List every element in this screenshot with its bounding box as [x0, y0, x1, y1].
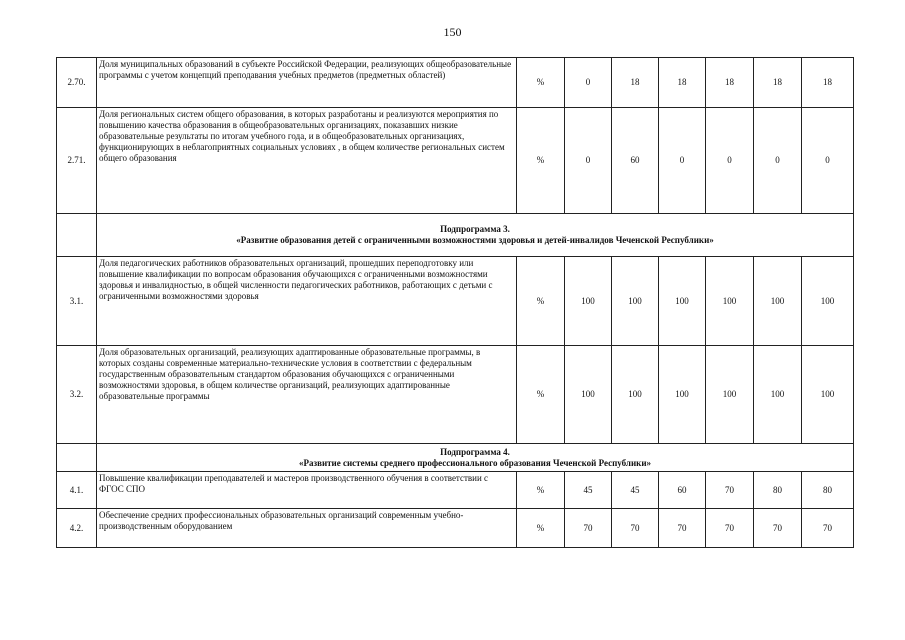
value-cell: 45: [612, 472, 659, 509]
row-number: 3.1.: [57, 257, 97, 346]
row-number: 2.70.: [57, 58, 97, 108]
subprogram-header-row: [57, 444, 854, 472]
value-cell: 100: [802, 346, 854, 444]
indicators-table: [56, 57, 854, 548]
value-cell: 70: [565, 509, 612, 548]
page-number: 150: [443, 25, 462, 39]
value-cell: 0: [565, 58, 612, 108]
indicator-description: Доля муниципальных образований в субъекте Российской Федерации, реализующих общеобразовательные программы с учетом концепций преподавания учебных предметов (предметных областей): [97, 58, 517, 108]
subprogram-title: Подпрограмма 3.: [440, 224, 510, 234]
indicator-description: Доля образовательных организаций, реализующих адаптированные образовательные программы, в которых созданы современные материально-технические условия в соответствии с федеральным государственным образовательным стандартом образования обучающихся с ограниченными возможностями здоровья, в общем количестве организаций, реализующих адаптированные образовательные программы: [97, 346, 517, 444]
value-cell: 70: [612, 509, 659, 548]
unit-cell: %: [517, 509, 565, 548]
indicator-description: Повышение квалификации преподавателей и мастеров производственного обучения в соответствии с ФГОС СПО: [97, 472, 517, 509]
unit-cell: %: [517, 58, 565, 108]
unit-cell: %: [517, 108, 565, 214]
subprogram-title: Подпрограмма 4.: [440, 446, 510, 457]
value-cell: 0: [802, 108, 854, 214]
value-cell: 100: [706, 257, 754, 346]
value-cell: 100: [612, 346, 659, 444]
value-cell: 70: [659, 509, 706, 548]
value-cell: 100: [754, 346, 802, 444]
table-row: [57, 108, 854, 214]
value-cell: 100: [802, 257, 854, 346]
row-number: 4.1.: [57, 472, 97, 509]
value-cell: 70: [706, 509, 754, 548]
indicator-description: Доля региональных систем общего образования, в которых разработаны и реализуются мероприятия по повышению качества образования в общеобразовательных организациях, показавших низкие образовательные результаты по итогам учебного года, и в общеобразовательных организациях, функционирующих в неблагоприятных социальных условиях , в общем количестве региональных систем общего образования: [97, 108, 517, 214]
row-number: 3.2.: [57, 346, 97, 444]
unit-cell: %: [517, 472, 565, 509]
table-row: [57, 58, 854, 108]
unit-cell: %: [517, 257, 565, 346]
value-cell: 100: [659, 257, 706, 346]
value-cell: 18: [659, 58, 706, 108]
value-cell: 70: [754, 509, 802, 548]
subprogram-subtitle: «Развитие образования детей с ограниченными возможностями здоровья и детей-инвалидов Чеченской Республики»: [236, 235, 714, 245]
value-cell: 0: [754, 108, 802, 214]
empty-number-cell: [57, 214, 97, 257]
row-number: 4.2.: [57, 509, 97, 548]
value-cell: 100: [565, 257, 612, 346]
value-cell: 100: [612, 257, 659, 346]
value-cell: 60: [612, 108, 659, 214]
indicator-description: Обеспечение средних профессиональных образовательных организаций современным учебно-производственным оборудованием: [97, 509, 517, 548]
value-cell: 100: [565, 346, 612, 444]
indicator-description: Доля педагогических работников образовательных организаций, прошедших переподготовку или повышение квалификации по вопросам образования обучающихся с ограниченными возможностями здоровья и инвалидностью, в общей численности педагогических работников, работающих с детьми с ограниченными возможностями здоровья: [97, 257, 517, 346]
value-cell: 45: [565, 472, 612, 509]
value-cell: 70: [706, 472, 754, 509]
value-cell: 60: [659, 472, 706, 509]
value-cell: 80: [754, 472, 802, 509]
row-number: 2.71.: [57, 108, 97, 214]
value-cell: 80: [802, 472, 854, 509]
value-cell: 18: [802, 58, 854, 108]
value-cell: 100: [754, 257, 802, 346]
value-cell: 18: [706, 58, 754, 108]
table-row: [57, 257, 854, 346]
value-cell: 0: [659, 108, 706, 214]
value-cell: 70: [802, 509, 854, 548]
unit-cell: %: [517, 346, 565, 444]
table-row: [57, 346, 854, 444]
subprogram-subtitle: «Развитие системы среднего профессионального образования Чеченской Республики»: [298, 457, 652, 468]
value-cell: 18: [612, 58, 659, 108]
empty-number-cell: [57, 444, 97, 472]
subprogram-header: [97, 214, 854, 257]
value-cell: 100: [706, 346, 754, 444]
subprogram-header: [97, 444, 854, 472]
table-row: [57, 472, 854, 509]
value-cell: 0: [706, 108, 754, 214]
table-row: [57, 509, 854, 548]
value-cell: 0: [565, 108, 612, 214]
value-cell: 100: [659, 346, 706, 444]
value-cell: 18: [754, 58, 802, 108]
subprogram-header-row: [57, 214, 854, 257]
